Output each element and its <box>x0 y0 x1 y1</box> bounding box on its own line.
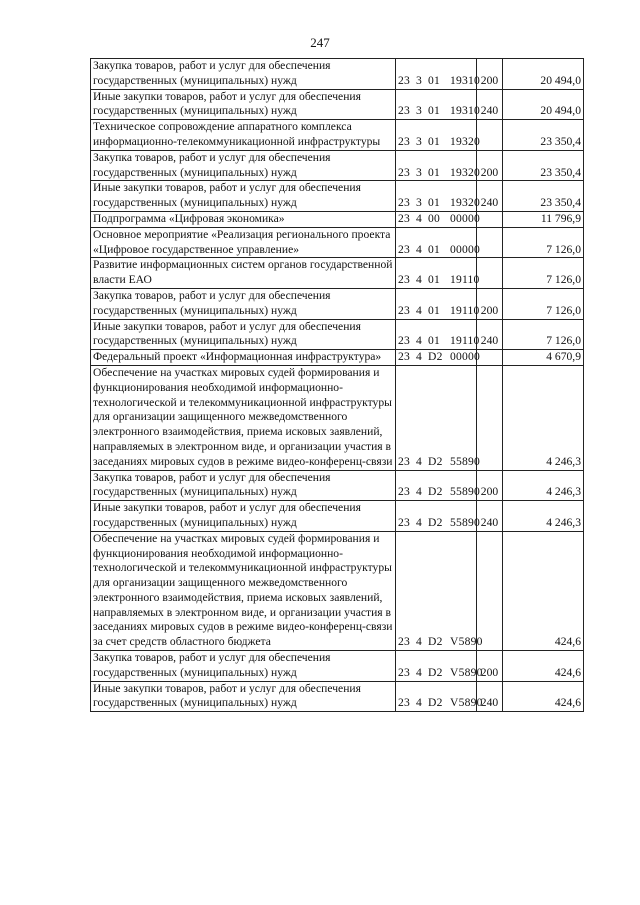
table-row <box>91 227 584 258</box>
row-amount: 20 494,0 <box>503 89 584 120</box>
code-subprogram: 4 <box>416 454 422 468</box>
code-direction: V5890 <box>450 665 483 679</box>
table-row <box>91 288 584 319</box>
table-row <box>91 365 584 470</box>
table-row <box>91 211 584 227</box>
row-code <box>396 211 480 227</box>
row-name: Закупка товаров, работ и услуг для обеспечения государственных (муниципальных) нужд <box>91 288 396 319</box>
code-program: 23 <box>398 104 410 118</box>
row-amount: 7 126,0 <box>503 288 584 319</box>
table-row <box>91 350 584 366</box>
code-subprogram: 3 <box>416 165 422 179</box>
code-direction: 19110 <box>450 303 480 317</box>
table-row <box>91 59 584 90</box>
row-name: Основное мероприятие «Реализация регионального проекта «Цифровое государственное управление» <box>91 227 396 258</box>
code-program: 23 <box>398 635 410 649</box>
table-row <box>91 258 584 289</box>
row-name: Закупка товаров, работ и услуг для обеспечения государственных (муниципальных) нужд <box>91 470 396 501</box>
row-code <box>396 89 480 120</box>
code-direction: 55890 <box>450 454 480 468</box>
code-direction: 00000 <box>450 350 480 364</box>
row-name: Иные закупки товаров, работ и услуг для обеспечения государственных (муниципальных) нужд <box>91 681 396 712</box>
code-measure: 01 <box>428 104 440 118</box>
code-subprogram: 4 <box>416 635 422 649</box>
row-code <box>396 365 480 470</box>
row-name: Закупка товаров, работ и услуг для обеспечения государственных (муниципальных) нужд <box>91 651 396 682</box>
code-subprogram: 3 <box>416 73 422 87</box>
row-expense-type: 200 <box>477 651 503 682</box>
code-measure: 01 <box>428 134 440 148</box>
row-code <box>396 120 480 151</box>
code-program: 23 <box>398 350 410 364</box>
row-name: Иные закупки товаров, работ и услуг для обеспечения государственных (муниципальных) нужд <box>91 319 396 350</box>
code-direction: 00000 <box>450 242 480 256</box>
code-measure: 01 <box>428 334 440 348</box>
row-code <box>396 227 480 258</box>
row-code <box>396 319 480 350</box>
row-expense-type: 200 <box>477 150 503 181</box>
code-measure: D2 <box>428 515 443 529</box>
code-measure: D2 <box>428 635 443 649</box>
table-row <box>91 89 584 120</box>
row-amount: 7 126,0 <box>503 319 584 350</box>
row-expense-type: 240 <box>477 681 503 712</box>
code-measure: 01 <box>428 242 440 256</box>
code-program: 23 <box>398 454 410 468</box>
row-amount: 424,6 <box>503 531 584 650</box>
code-program: 23 <box>398 165 410 179</box>
code-measure: D2 <box>428 454 443 468</box>
code-program: 23 <box>398 665 410 679</box>
row-code <box>396 651 483 682</box>
budget-table <box>90 58 584 712</box>
page-number: 247 <box>310 35 330 50</box>
row-amount: 23 350,4 <box>503 181 584 212</box>
row-name: Закупка товаров, работ и услуг для обеспечения государственных (муниципальных) нужд <box>91 150 396 181</box>
code-subprogram: 4 <box>416 242 422 256</box>
code-subprogram: 4 <box>416 515 422 529</box>
code-direction: 19320 <box>450 165 480 179</box>
row-code <box>396 181 480 212</box>
code-direction: 55890 <box>450 485 480 499</box>
row-name: Техническое сопровождение аппаратного комплекса информационно-телекоммуникационной инфраструктуры <box>91 120 396 151</box>
row-code <box>396 150 480 181</box>
table-row <box>91 470 584 501</box>
code-subprogram: 4 <box>416 665 422 679</box>
code-measure: D2 <box>428 350 443 364</box>
row-amount: 7 126,0 <box>503 227 584 258</box>
code-program: 23 <box>398 273 410 287</box>
code-program: 23 <box>398 485 410 499</box>
code-program: 23 <box>398 242 410 256</box>
row-expense-type: 240 <box>477 319 503 350</box>
code-measure: D2 <box>428 665 443 679</box>
code-direction: 19110 <box>450 334 480 348</box>
row-name: Развитие информационных систем органов государственной власти ЕАО <box>91 258 396 289</box>
code-subprogram: 3 <box>416 196 422 210</box>
row-amount: 7 126,0 <box>503 258 584 289</box>
table-row <box>91 319 584 350</box>
row-expense-type: 240 <box>477 89 503 120</box>
row-name: Обеспечение на участках мировых судей формирования и функционирования необходимой информационно-технологической и телекоммуникационной инфраструктуры для организации защищенного межведомственного электронного взаимодействия, приема исковых заявлений, направляемых в электронном виде, и организации участия в заседаниях мировых судов в режиме видео-конференц-связи <box>91 365 396 470</box>
code-subprogram: 3 <box>416 104 422 118</box>
row-code <box>396 501 480 532</box>
table-row <box>91 531 584 650</box>
row-expense-type: 240 <box>477 181 503 212</box>
code-subprogram: 4 <box>416 303 422 317</box>
code-subprogram: 4 <box>416 485 422 499</box>
code-program: 23 <box>398 696 410 710</box>
row-amount: 11 796,9 <box>503 211 584 227</box>
row-code <box>396 681 483 712</box>
row-expense-type: 200 <box>477 59 503 90</box>
table-row <box>91 120 584 151</box>
code-direction: 19320 <box>450 196 480 210</box>
code-program: 23 <box>398 134 410 148</box>
row-amount: 23 350,4 <box>503 120 584 151</box>
row-expense-type: 240 <box>477 501 503 532</box>
table-row <box>91 150 584 181</box>
row-name: Федеральный проект «Информационная инфраструктура» <box>91 350 396 366</box>
row-amount: 20 494,0 <box>503 59 584 90</box>
table-row <box>91 681 584 712</box>
code-measure: 00 <box>428 211 440 225</box>
code-subprogram: 4 <box>416 211 422 225</box>
code-program: 23 <box>398 73 410 87</box>
row-name: Иные закупки товаров, работ и услуг для обеспечения государственных (муниципальных) нужд <box>91 501 396 532</box>
code-direction: 19310 <box>450 104 480 118</box>
row-name: Иные закупки товаров, работ и услуг для обеспечения государственных (муниципальных) нужд <box>91 89 396 120</box>
row-amount: 424,6 <box>503 681 584 712</box>
code-program: 23 <box>398 303 410 317</box>
row-name: Закупка товаров, работ и услуг для обеспечения государственных (муниципальных) нужд <box>91 59 396 90</box>
row-amount: 424,6 <box>503 651 584 682</box>
row-code <box>396 470 480 501</box>
code-direction: 19310 <box>450 73 480 87</box>
row-amount: 4 246,3 <box>503 501 584 532</box>
code-direction: 19110 <box>450 273 480 287</box>
code-direction: V5890 <box>450 635 483 649</box>
code-direction: 00000 <box>450 211 480 225</box>
table-row <box>91 501 584 532</box>
row-code <box>396 531 483 650</box>
row-code <box>396 350 480 366</box>
row-name: Обеспечение на участках мировых судей формирования и функционирования необходимой информационно-технологической и телекоммуникационной инфраструктуры для организации защищенного межведомственного электронного взаимодействия, приема исковых заявлений, направляемых в электронном виде, и организации участия в заседаниях мировых судов в режиме видео-конференц-связи за счет средств областного бюджета <box>91 531 396 650</box>
budget-table-body <box>91 59 584 712</box>
row-name: Иные закупки товаров, работ и услуг для обеспечения государственных (муниципальных) нужд <box>91 181 396 212</box>
code-measure: 01 <box>428 196 440 210</box>
row-code <box>396 288 480 319</box>
code-measure: 01 <box>428 73 440 87</box>
row-amount: 4 670,9 <box>503 350 584 366</box>
code-program: 23 <box>398 211 410 225</box>
table-row <box>91 651 584 682</box>
row-amount: 4 246,3 <box>503 470 584 501</box>
row-name: Подпрограмма «Цифровая экономика» <box>91 211 396 227</box>
code-direction: V5890 <box>450 696 483 710</box>
code-measure: D2 <box>428 696 443 710</box>
code-measure: 01 <box>428 165 440 179</box>
code-program: 23 <box>398 196 410 210</box>
code-program: 23 <box>398 334 410 348</box>
code-subprogram: 3 <box>416 134 422 148</box>
row-expense-type: 200 <box>477 288 503 319</box>
code-subprogram: 4 <box>416 273 422 287</box>
code-program: 23 <box>398 515 410 529</box>
code-measure: 01 <box>428 273 440 287</box>
row-amount: 23 350,4 <box>503 150 584 181</box>
code-measure: 01 <box>428 303 440 317</box>
code-subprogram: 4 <box>416 334 422 348</box>
row-amount: 4 246,3 <box>503 365 584 470</box>
table-row <box>91 181 584 212</box>
code-subprogram: 4 <box>416 696 422 710</box>
code-direction: 19320 <box>450 134 480 148</box>
code-subprogram: 4 <box>416 350 422 364</box>
code-direction: 55890 <box>450 515 480 529</box>
row-code <box>396 258 480 289</box>
row-code <box>396 59 480 90</box>
code-measure: D2 <box>428 485 443 499</box>
row-expense-type: 200 <box>477 470 503 501</box>
row-expense-type <box>477 531 503 650</box>
